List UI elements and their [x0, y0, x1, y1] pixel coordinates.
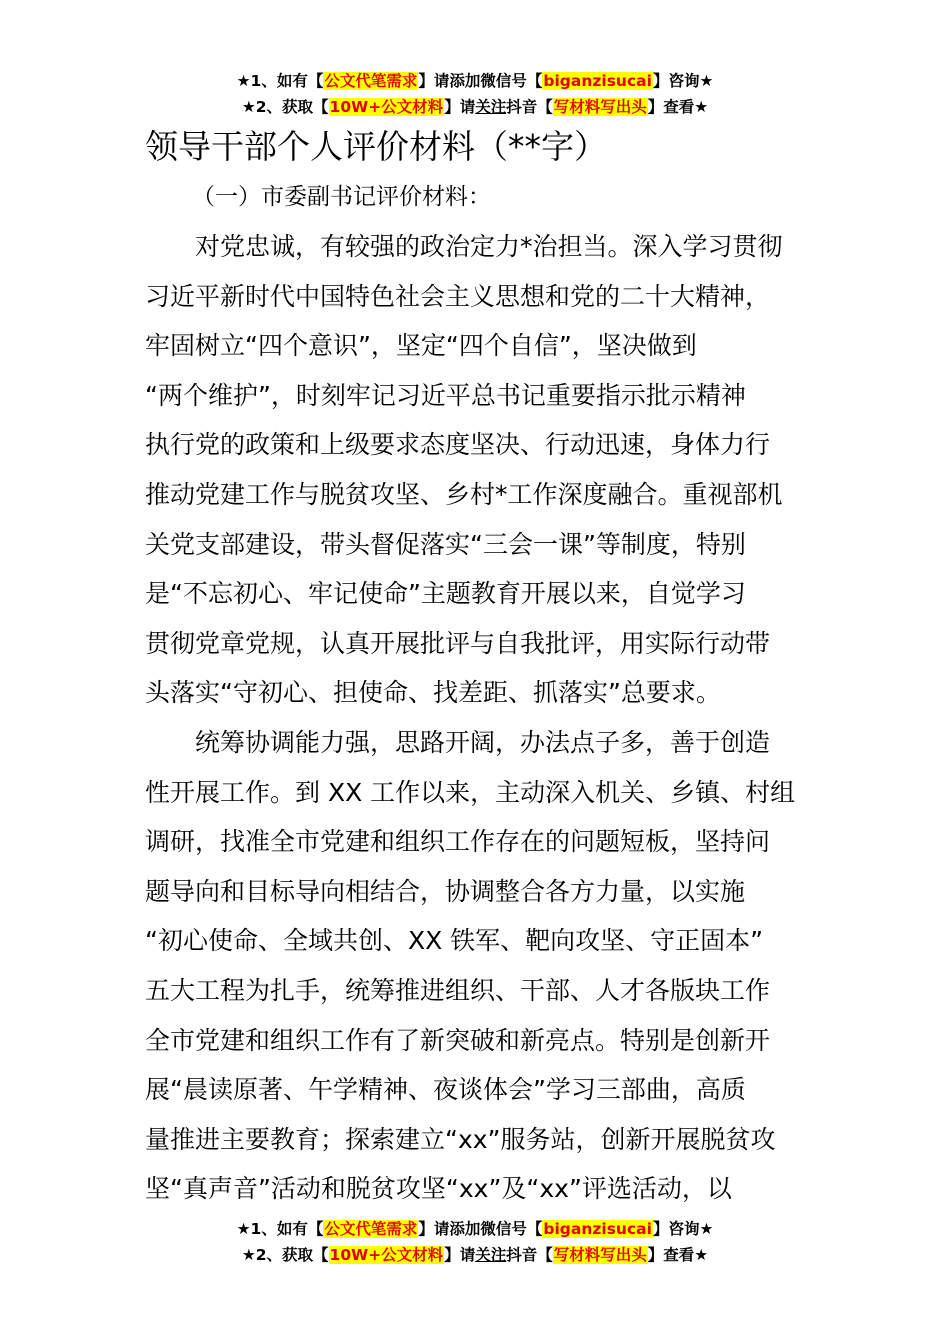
text-line: 全市党建和组织工作有了新突破和新亮点。特别是创新开 [145, 1025, 771, 1055]
text-line: “初心使命、全域共创、XX 铁军、靶向攻坚、守正固本” [145, 926, 764, 956]
text-line: 题导向和目标导向相结合，协调整合各方力量，以实施 [145, 876, 746, 906]
header-banner [0, 68, 950, 120]
banner-highlight-douyin: 写材料写出头 [553, 98, 647, 116]
banner-text: 】咨询★ [652, 1220, 714, 1238]
text-line: 头落实“守初心、担使命、找差距、抓落实”总要求。 [145, 678, 721, 708]
document-subtitle: （一）市委副书记评价材料： [192, 184, 491, 210]
banner-text: 】咨询★ [652, 72, 714, 90]
banner-highlight-wechat: biganzisucai [543, 72, 652, 90]
document-body [145, 222, 807, 1214]
text-line: 统筹协调能力强，思路开阔，办法点子多，善于创造 [195, 727, 771, 757]
banner-text: 】请添加微信号【 [418, 1220, 543, 1238]
banner-text: 抖音【 [506, 98, 553, 116]
banner-line-1 [0, 1216, 950, 1242]
banner-text: 】请 [444, 98, 476, 116]
text-line: 调研，找准全市党建和组织工作存在的问题短板，坚持问 [145, 827, 771, 857]
text-line: 坚“真声音”活动和脱贫攻坚“xx”及“xx”评选活动，以 [145, 1174, 732, 1204]
text-line: 推动党建工作与脱贫攻坚、乡村*工作深度融合。重视部机 [145, 479, 783, 509]
footer-banner [0, 1216, 950, 1268]
banner-text: ★1、如有【 [236, 1220, 324, 1238]
banner-highlight: 公文代笔需求 [324, 1220, 418, 1238]
banner-underline: 关注 [475, 98, 507, 116]
banner-text: ★2、获取【 [241, 98, 329, 116]
banner-text: 】查看★ [647, 98, 709, 116]
text-line: 量推进主要教育；探索建立“xx”服务站，创新开展脱贫攻 [145, 1124, 776, 1154]
text-line: 性开展工作。到 XX 工作以来，主动深入机关、乡镇、村组 [145, 777, 796, 807]
text-line: 执行党的政策和上级要求态度坚决、行动迅速，身体力行 [145, 430, 771, 460]
banner-text: 】查看★ [647, 1246, 709, 1264]
text-line: 展“晨读原著、午学精神、夜谈体会”学习三部曲，高质 [145, 1075, 746, 1105]
text-line: 对党忠诚，有较强的政治定力*治担当。深入学习贯彻 [195, 232, 783, 261]
paragraph-1 [145, 222, 807, 718]
banner-text: 】请添加微信号【 [418, 72, 543, 90]
banner-line-2 [0, 1242, 950, 1268]
text-line: 关党支部建设，带头督促落实“三会一课”等制度，特别 [145, 529, 746, 559]
banner-text: 】请 [444, 1246, 476, 1264]
banner-highlight: 公文代笔需求 [324, 72, 418, 90]
banner-highlight-douyin: 写材料写出头 [553, 1246, 647, 1264]
text-line: “两个维护”，时刻牢记习近平总书记重要指示批示精神 [145, 380, 746, 410]
banner-underline: 关注 [475, 1246, 507, 1264]
text-line: 五大工程为扎手，统筹推进组织、干部、人才各版块工作 [145, 975, 771, 1005]
paragraph-2 [145, 718, 807, 1214]
text-line: 习近平新时代中国特色社会主义思想和党的二十大精神， [145, 281, 771, 311]
banner-highlight: 10W+公文材料 [329, 98, 444, 116]
banner-highlight: 10W+公文材料 [329, 1246, 444, 1264]
banner-text: ★1、如有【 [236, 72, 324, 90]
banner-highlight-wechat: biganzisucai [543, 1220, 652, 1238]
banner-line-1 [0, 68, 950, 94]
banner-text: 抖音【 [506, 1246, 553, 1264]
banner-text: ★2、获取【 [241, 1246, 329, 1264]
document-title: 领导干部个人评价材料（**字） [145, 127, 607, 166]
banner-line-2 [0, 94, 950, 120]
text-line: 牢固树立“四个意识”，坚定“四个自信”，坚决做到 [145, 331, 697, 361]
text-line: 是“不忘初心、牢记使命”主题教育开展以来，自觉学习 [145, 579, 746, 609]
text-line: 贯彻党章党规，认真开展批评与自我批评，用实际行动带 [145, 628, 771, 658]
